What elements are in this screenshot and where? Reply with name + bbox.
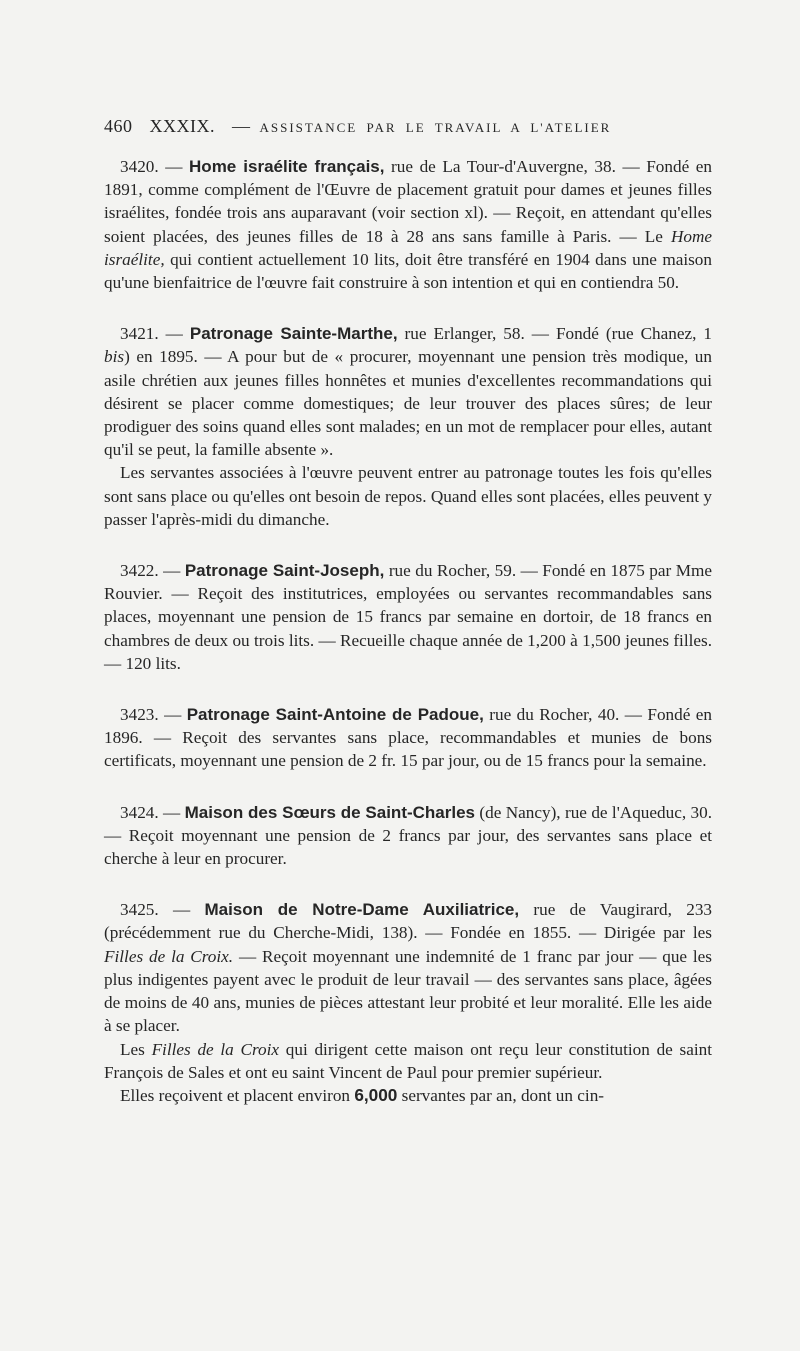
entry-3424 <box>104 801 712 871</box>
header-dash: — <box>232 116 251 136</box>
entry-3421 <box>104 322 712 531</box>
entry-title: Home israélite français, <box>189 157 385 176</box>
entry-paragraph: 3421. — Patronage Sainte-Marthe, rue Erlanger, 58. — Fondé (rue Chanez, 1 bis) en 1895. — A pour but de « procurer, moyennant une pension très modique, un asile chrétien aux jeunes filles honnêtes et munies d'excellentes recommandations qui désirent se placer comme domestiques; de leur trouver des places sûres; de leur prodiguer des soins quand elles sont malades; en un mot de remplacer pour elles, autant qu'il se peut, la famille absente ». <box>104 324 712 460</box>
entry-3423 <box>104 703 712 773</box>
entry-title: Maison de Notre-Dame Auxiliatrice, <box>204 900 520 920</box>
italic-term: Filles de la Croix <box>151 1039 280 1059</box>
page-number: 460 <box>104 116 133 136</box>
running-head <box>104 116 712 137</box>
entry-number: 3422. <box>120 561 159 581</box>
chapter-number: XXXIX. <box>149 116 215 136</box>
entry-number: 3423. <box>120 705 159 725</box>
entry-paragraph: 3423. — Patronage Saint-Antoine de Padoue, rue du Rocher, 40. — Fondé en 1896. — Reçoit des servantes sans place, recommandables et munies de bons certificats, moyennant une pension de 2 fr. 15 par jour, ou de 15 francs pour la semaine. <box>104 705 712 771</box>
entry-title: Patronage Sainte-Marthe, <box>189 324 398 344</box>
entry-number: 3425. <box>120 900 159 920</box>
entry-paragraph: Les servantes associées à l'œuvre peuvent entrer au patronage toutes les fois qu'elles sont sans place ou qu'elles ont besoin de repos. Quand elles sont placées, elles peuvent y passer l'après-midi du dimanche. <box>104 463 712 529</box>
entry-paragraph: 3425. — Maison de Notre-Dame Auxiliatrice, rue de Vaugirard, 233 (précédemment rue du Cherche-Midi, 138). — Fondée en 1855. — Dirigée par les Filles de la Croix. — Reçoit moyennant une indemnité de 1 franc par jour — que les plus indigentes payent avec le produit de leur travail — des servantes sans place, âgées de moins de 40 ans, munies de pièces attestant leur probité et leur moralité. Elle les aide à se placer. <box>104 900 713 1036</box>
entry-number: 3421. <box>120 324 159 344</box>
italic-term: Filles de la Croix. <box>104 946 234 966</box>
entry-paragraph: 3420. — Home israélite français, rue de La Tour-d'Auvergne, 38. — Fondé en 1891, comme complément de l'Œuvre de placement gratuit pour dames et jeunes filles israélites, fondée trois ans auparavant (voir section xl). — Reçoit, en attendant qu'elles soient placées, des jeunes filles de 18 à 28 ans sans famille à Paris. — Le Home israélite, qui contient actuellement 10 lits, doit être transféré en 1904 dans une maison qu'une bienfaitrice de l'œuvre fait construire à son intention et qui en contiendra 50. <box>104 157 712 293</box>
chapter-title: ASSISTANCE PAR LE TRAVAIL A L'ATELIER <box>259 120 612 135</box>
entry-3425 <box>104 898 712 1107</box>
entry-number: 3424. <box>120 802 159 822</box>
entry-title: Patronage Saint-Joseph, <box>184 561 385 581</box>
entry-number: 3420. <box>120 157 159 176</box>
entry-3422 <box>104 559 712 675</box>
entry-3420 <box>104 155 712 294</box>
entry-paragraph: Les Filles de la Croix qui dirigent cette maison ont reçu leur constitution de saint François de Sales et ont eu saint Vincent de Paul pour premier supérieur. <box>104 1039 712 1082</box>
entry-title: Patronage Saint-Antoine de Padoue, <box>186 705 484 725</box>
entry-paragraph: 3422. — Patronage Saint-Joseph, rue du Rocher, 59. — Fondé en 1875 par Mme Rouvier. — Reçoit des institutrices, employées ou servantes recommandables sans places, moyennant une pension de 15 francs par semaine en dortoir, de 18 francs en chambres de deux ou trois lits. — Recueille chaque année de 1,200 à 1,500 jeunes filles. — 120 lits. <box>104 561 713 673</box>
entry-paragraph: Elles reçoivent et placent environ 6,000 servantes par an, dont un cin- <box>120 1084 605 1105</box>
bold-figure: 6,000 <box>354 1084 398 1105</box>
entry-paragraph: 3424. — Maison des Sœurs de Saint-Charles (de Nancy), rue de l'Aqueduc, 30. — Reçoit moyennant une pension de 2 francs par jour, des servantes sans place et cherche à leur en procurer. <box>104 802 713 869</box>
italic-term: Home israélite, <box>104 226 712 269</box>
italic-term: bis <box>104 347 125 367</box>
entry-title: Maison des Sœurs de Saint-Charles <box>184 802 476 822</box>
